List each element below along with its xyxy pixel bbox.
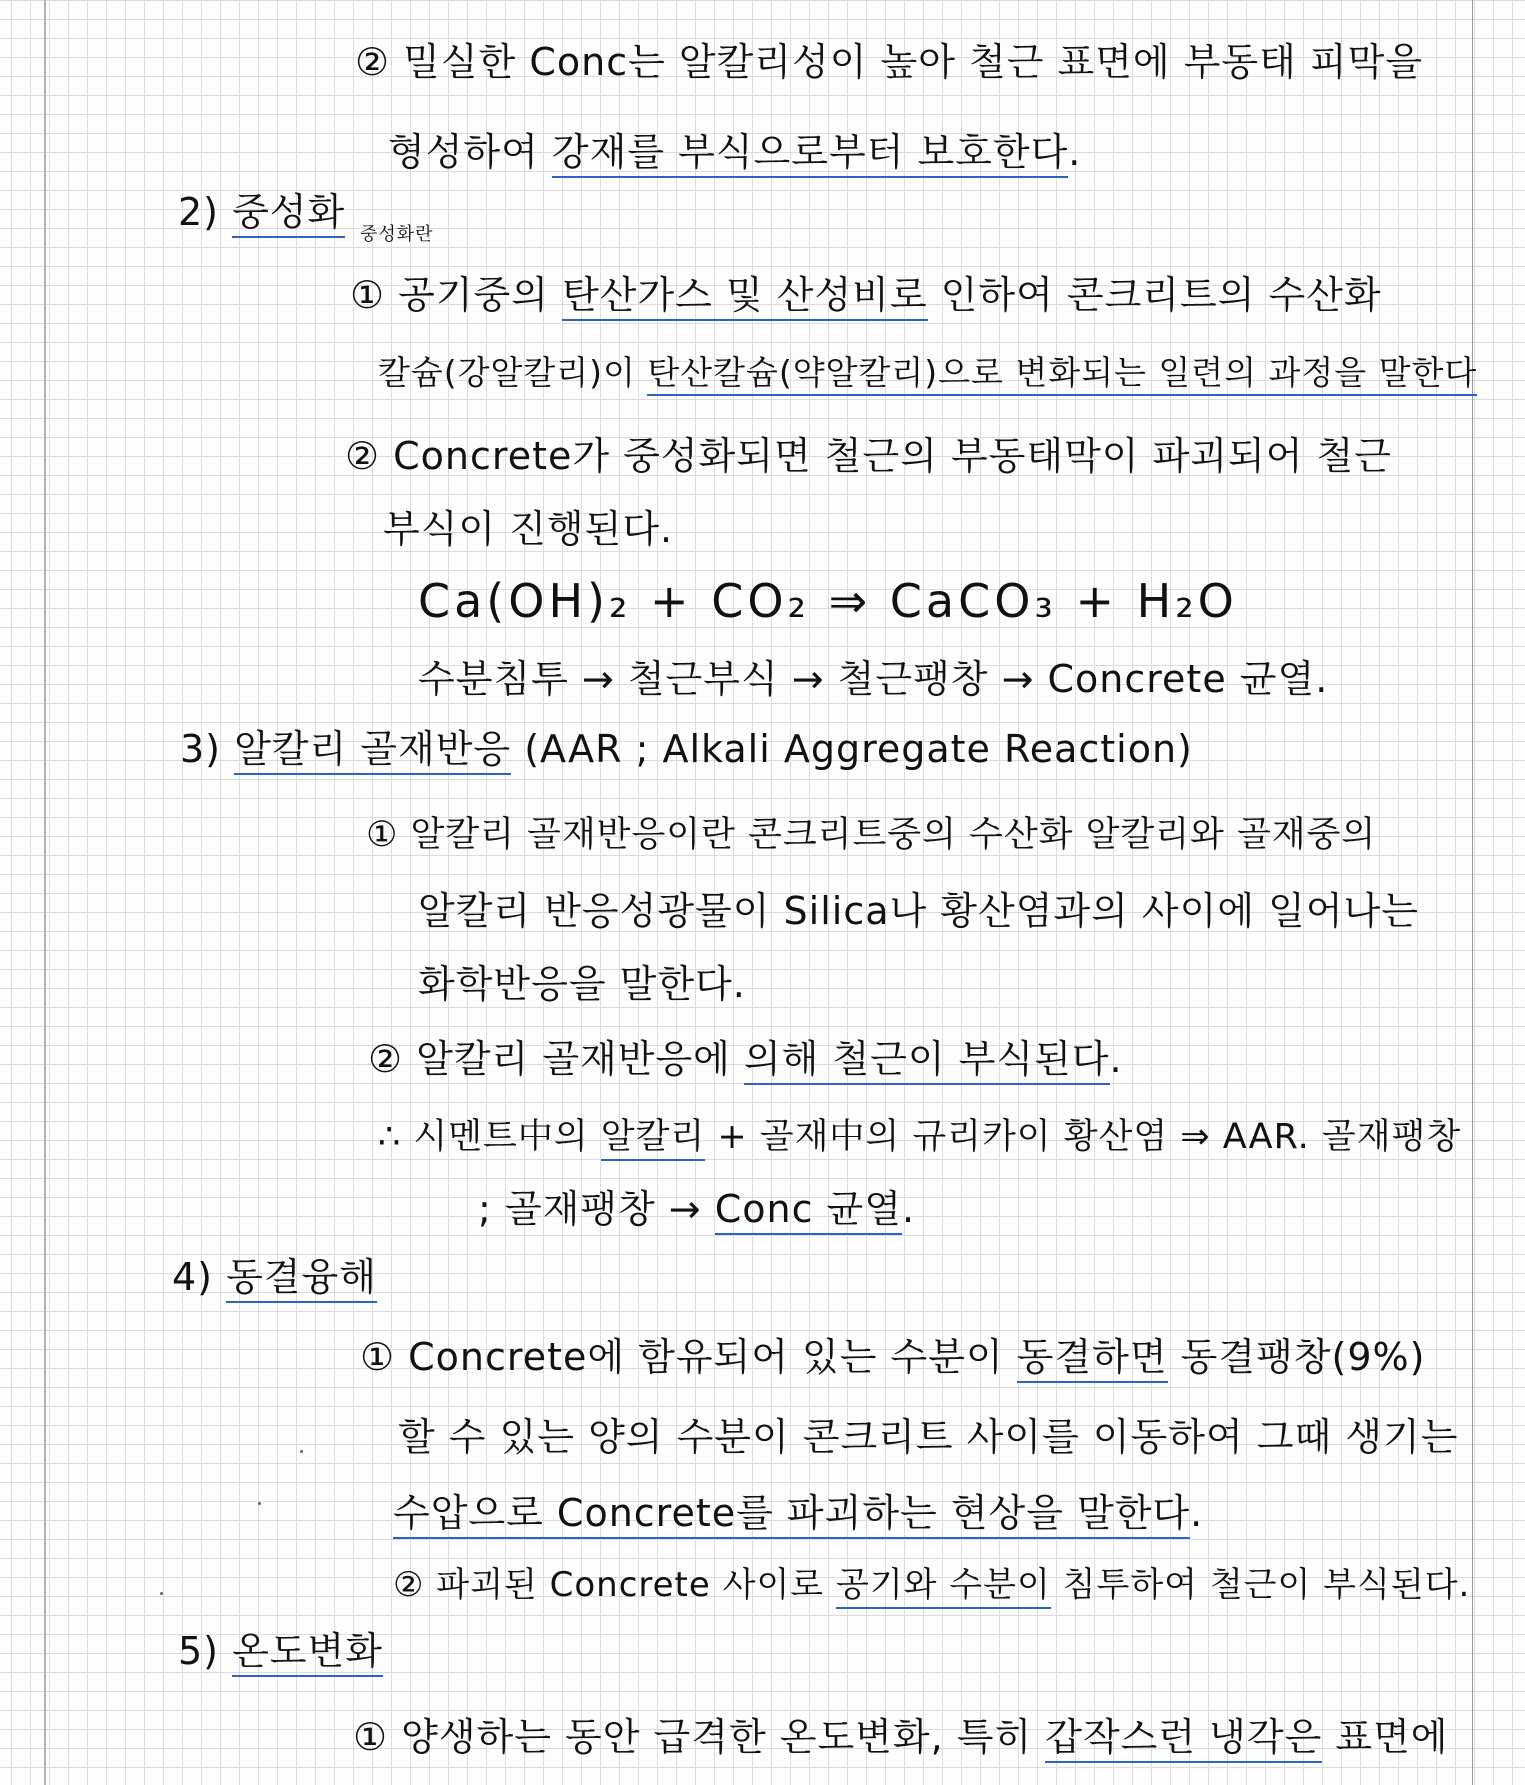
- line-text: 수분침투 → 철근부식 → 철근팽창 → Concrete 균열.: [418, 657, 1329, 701]
- underlined-text: 공기와 수분이: [836, 1565, 1051, 1609]
- text-line: [388, 130, 1082, 174]
- line-text: .: [1109, 1037, 1123, 1081]
- text-line: [355, 40, 1424, 84]
- line-text: ② Concrete가 중성화되면 철근의 부동태막이 파괴되어 철근: [345, 434, 1392, 478]
- underlined-text: 의해 철근이 부식된다: [744, 1037, 1110, 1085]
- line-text: ① 공기중의: [350, 273, 563, 317]
- section-title: 알칼리 골재반응: [234, 727, 511, 775]
- line-text: 칼슘(강알칼리)이: [378, 353, 648, 392]
- text-line: [378, 353, 1478, 392]
- line-text: ② 알칼리 골재반응에: [368, 1037, 744, 1081]
- section-heading: [172, 1255, 377, 1299]
- formula-text: Ca(OH)₂ + CO₂ ⇒ CaCO₃ + H₂O: [418, 574, 1238, 628]
- line-text: 할 수 있는 양의 수분이 콘크리트 사이를 이동하여 그때 생기는: [398, 1415, 1459, 1459]
- line-text: ; 골재팽창 →: [478, 1187, 715, 1231]
- underlined-text: 강재를 부식으로부터 보호한다: [552, 130, 1068, 178]
- section-title: 동결융해: [226, 1255, 377, 1303]
- section-title: 온도변화: [232, 1629, 383, 1677]
- section-number: 3): [180, 727, 235, 771]
- right-margin-line: [1472, 0, 1473, 1785]
- underlined-text: 알칼리: [601, 1117, 705, 1161]
- line-text: 표면에: [1322, 1715, 1449, 1759]
- line-text: ① Concrete에 함유되어 있는 수분이: [360, 1335, 1017, 1379]
- line-text: ① 양생하는 동안 급격한 온도변화, 특히: [353, 1715, 1046, 1759]
- underlined-text: 동결하면: [1017, 1335, 1168, 1383]
- underlined-text: 수압으로 Concrete를 파괴하는 현상을 말한다: [393, 1491, 1190, 1539]
- section-number: 2): [178, 190, 233, 234]
- section-title: 중성화: [232, 190, 345, 238]
- line-text: 부식이 진행된다.: [383, 507, 674, 551]
- text-line: [418, 889, 1419, 933]
- annotation: 중성화란: [360, 224, 434, 245]
- line-text: .: [1190, 1491, 1204, 1535]
- section-subtitle: (AAR ; Alkali Aggregate Reaction): [511, 727, 1193, 771]
- text-line: [360, 1335, 1426, 1379]
- line-text: 화학반응을 말한다.: [418, 962, 746, 1006]
- text-line: [398, 1415, 1459, 1459]
- left-margin-line: [44, 0, 46, 1785]
- line-text: + 골재中의 규리카이 황산염 ⇒ AAR. 골재팽창: [705, 1117, 1462, 1157]
- ink-dot: [258, 1502, 261, 1505]
- underlined-text: 탄산가스 및 산성비로: [562, 273, 928, 321]
- text-line: [478, 1187, 916, 1231]
- line-text: 침투하여 철근이 부식된다.: [1050, 1565, 1471, 1605]
- text-line: [393, 1565, 1471, 1605]
- text-line: [418, 962, 746, 1006]
- section-heading: [178, 1629, 383, 1673]
- line-text: ∴ 시멘트中의: [378, 1117, 601, 1157]
- section-heading: [180, 727, 1193, 771]
- text-line: [393, 1491, 1204, 1535]
- line-text: ② 파괴된 Concrete 사이로: [393, 1565, 836, 1605]
- text-line: [368, 1037, 1123, 1081]
- ink-dot: [160, 1592, 163, 1595]
- chemical-formula: [418, 574, 1238, 628]
- line-text: .: [1068, 130, 1082, 174]
- annotation-text: [360, 226, 434, 244]
- line-text: .: [901, 1187, 916, 1231]
- ink-dot: [300, 1450, 303, 1453]
- text-line: [366, 815, 1377, 855]
- text-line: [350, 273, 1382, 317]
- line-text: 형성하여: [388, 130, 552, 174]
- line-text: ② 밀실한 Conc는 알칼리성이 높아 철근 표면에 부동태 피막을: [355, 40, 1424, 84]
- line-text: 알칼리 반응성광물이 Silica나 황산염과의 사이에 일어나는: [418, 889, 1419, 933]
- underlined-text: Conc 균열: [715, 1187, 902, 1235]
- section-heading: [178, 190, 346, 234]
- underlined-text: 갑작스런 냉각은: [1045, 1715, 1322, 1763]
- text-line: [418, 657, 1329, 701]
- line-text: ① 알칼리 골재반응이란 콘크리트중의 수산화 알칼리와 골재중의: [366, 815, 1377, 855]
- text-line: [353, 1715, 1449, 1759]
- text-line: [378, 1117, 1462, 1157]
- section-number: 4): [172, 1255, 227, 1299]
- section-number: 5): [178, 1629, 233, 1673]
- text-line: [383, 507, 674, 551]
- underlined-text: 탄산칼슘(약알칼리)으로 변화되는 일련의 과정을 말한다: [647, 353, 1477, 396]
- text-line: [345, 434, 1392, 478]
- line-text: 인하여 콘크리트의 수산화: [927, 273, 1382, 317]
- line-text: 동결팽창(9%): [1167, 1335, 1426, 1379]
